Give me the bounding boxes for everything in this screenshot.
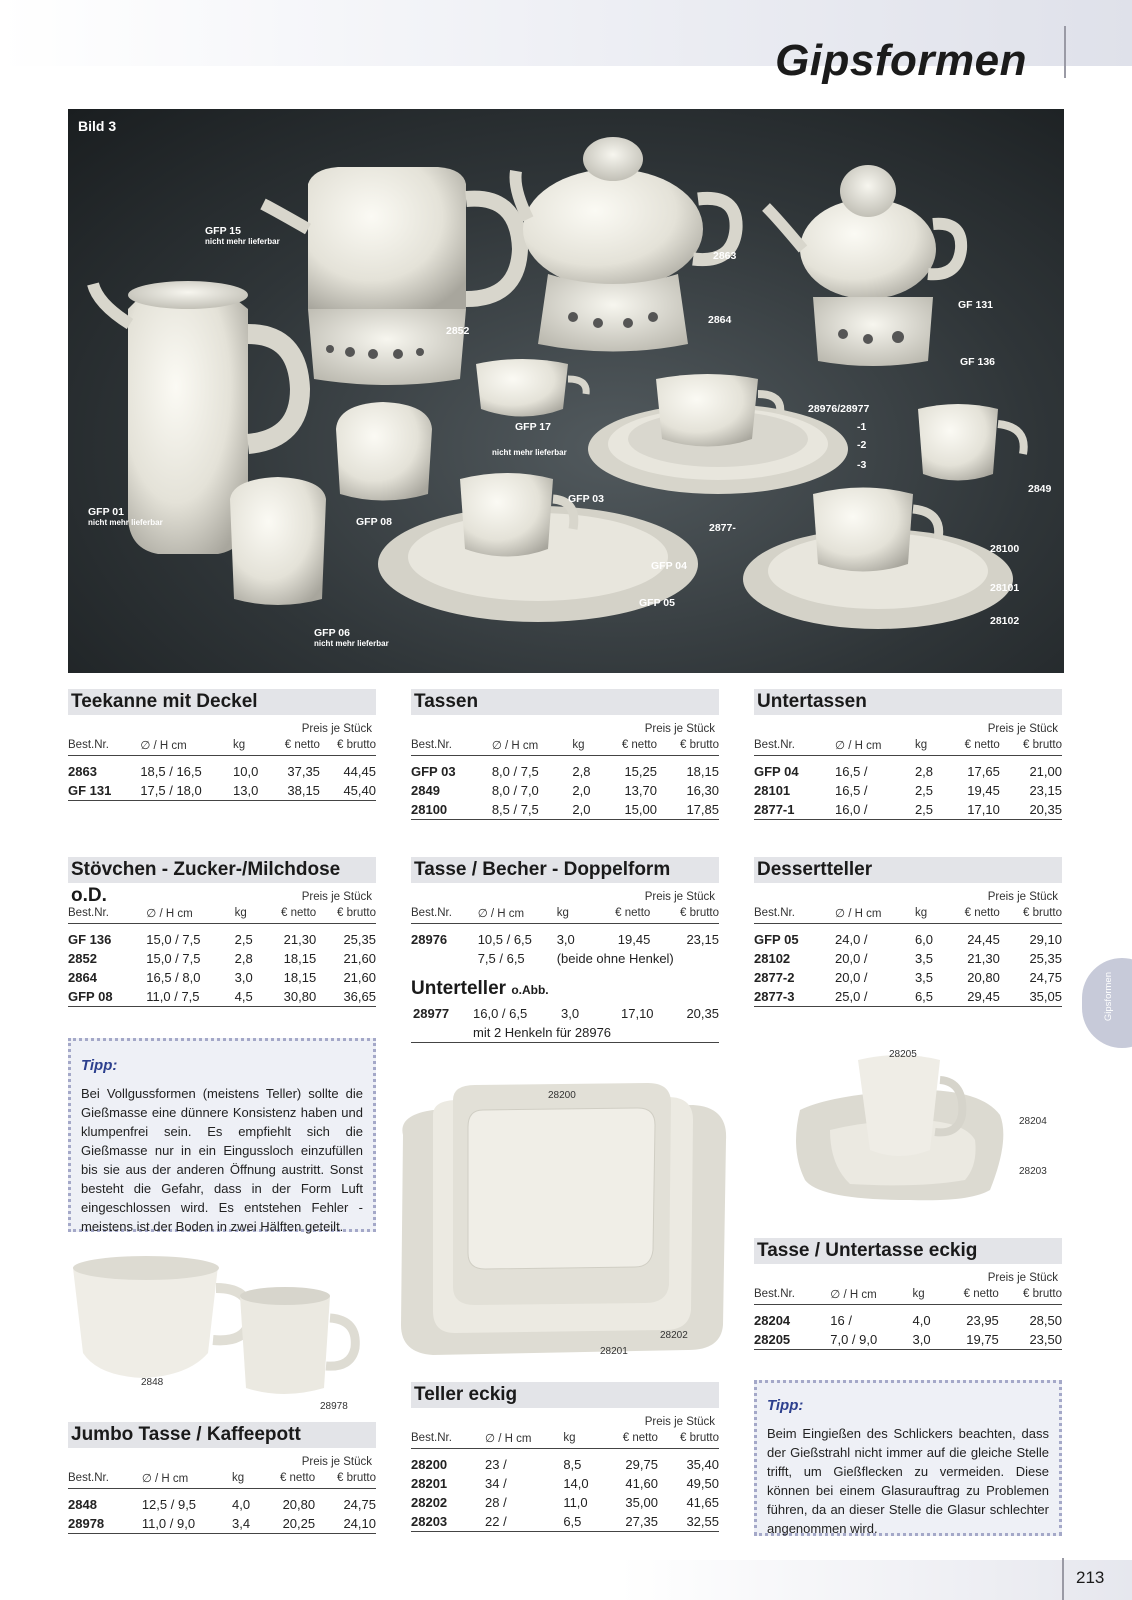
jumbo-cups-image	[68, 1248, 388, 1413]
label-gf131: GF 131	[958, 299, 994, 311]
image-number: Bild 3	[78, 118, 117, 134]
chapter-side-label: Gipsformen	[1103, 972, 1114, 1022]
section-tasse-eckig	[754, 1238, 1062, 1350]
table-row: 28201 34 / 14,0 41,60 49,50	[411, 1476, 719, 1491]
page-title: Gipsformen	[775, 36, 1027, 85]
price-table: Best.Nr. ∅ / H cm kg € netto € brutto 28976 10,5 / 6,5 3,0 19,45 23,15 7,5 / 6,5 (beide ohne Henkel)	[411, 904, 719, 968]
label-2852: 2852	[446, 325, 470, 337]
table-row: 2877-2 20,0 / 3,5 20,80 24,75	[754, 970, 1062, 985]
unterteller-table	[411, 1004, 719, 1043]
table-row: 28100 8,5 / 7,5 2,0 15,00 17,85	[411, 800, 719, 820]
section-title: Tasse / Becher - Doppelform	[411, 857, 719, 883]
section-title: Stövchen - Zucker-/Milchdose o.D.	[68, 857, 376, 883]
table-row: 2852 15,0 / 7,5 2,8 18,15 21,60	[68, 951, 376, 966]
table-row: 2863 18,5 / 16,5 10,0 37,35 44,45	[68, 764, 376, 779]
table-row: 28200 23 / 8,5 29,75 35,40	[411, 1457, 719, 1472]
label-gfp06: GFP 06 nicht mehr lieferbar	[314, 627, 389, 649]
price-per-piece-label: Preis je Stück	[987, 891, 1058, 903]
section-title: Tasse / Untertasse eckig	[754, 1238, 1062, 1264]
price-table: Best.Nr. ∅ / H cm kg € netto € brutto GFP 03 8,0 / 7,5 2,8 15,25 18,15 2849 8,0 / 7,0 2,0 13,70 16,30 28100 8,5 / 7,5 2,0 15,00 17,85	[411, 736, 719, 820]
label-m3: -3	[857, 459, 867, 471]
price-table: Best.Nr. ∅ / H cm kg € netto € brutto 2863 18,5 / 16,5 10,0 37,35 44,45 GF 131 17,5 / 18,0 13,0 38,15 45,40	[68, 736, 376, 801]
section-jumbo	[68, 1422, 376, 1534]
label-28976: 28976/28977	[808, 403, 870, 415]
table-row: 28977 16,0 / 6,5 3,0 17,10 20,35	[413, 1006, 719, 1021]
tip-title: Tipp:	[767, 1397, 804, 1414]
label-gfp17-note: nicht mehr lieferbar	[492, 448, 567, 457]
price-table: Best.Nr. ∅ / H cm kg € netto € brutto GFP 05 24,0 / 6,0 24,45 29,10 28102 20,0 / 3,5 21,30 25,35 2877-2 20,0 / 3,5 20,80 24,75 2877-3 25,0 / 6,5 29,45 35,05	[754, 904, 1062, 1007]
label-2863: 2863	[713, 250, 737, 262]
table-row: GFP 05 24,0 / 6,0 24,45 29,10	[754, 932, 1062, 947]
section-doppelform	[411, 857, 719, 1043]
tip-text: Beim Eingießen des Schlickers beachten, dass der Gießstrahl nicht immer auf die gleiche Stelle trifft, um Gießflecken zu vermeiden. Diese können bei einem Glasurauftrag zu Problemen führen, da an dieser Stelle die Glasur schlechter angenommen wird.	[767, 1426, 1049, 1536]
price-table: Best.Nr. ∅ / H cm kg € netto € brutto GFP 04 16,5 / 2,8 17,65 21,00 28101 16,5 / 2,5 19,45 23,15 2877-1 16,0 / 2,5 17,10 20,35	[754, 736, 1062, 820]
section-title: Teekanne mit Deckel	[68, 689, 376, 715]
section-untertassen	[754, 689, 1062, 820]
label-m1: -1	[857, 421, 867, 433]
table-row: 28204 16 / 4,0 23,95 28,50	[754, 1313, 1062, 1328]
table-row: 28102 20,0 / 3,5 21,30 25,35	[754, 951, 1062, 966]
table-row: mit 2 Henkeln für 28976	[411, 1023, 719, 1043]
table-row: 28202 28 / 11,0 35,00 41,65	[411, 1495, 719, 1510]
label-28100: 28100	[990, 543, 1020, 555]
price-table: Best.Nr. ∅ / H cm kg € netto € brutto GF 136 15,0 / 7,5 2,5 21,30 25,35 2852 15,0 / 7,5 2,8 18,15 21,60 2864 16,5 / 8,0 3,0 18,15 21,60 GFP 08 11,0 / 7,5 4,5 30,80 36,65	[68, 904, 376, 1007]
section-title: Teller eckig	[411, 1382, 719, 1408]
square-plates-illustration	[393, 1075, 738, 1365]
label-2864: 2864	[708, 314, 732, 326]
unterteller-title: Unterteller o.Abb.	[411, 978, 549, 999]
product-photo	[68, 109, 1064, 673]
label-gfp04: GFP 04	[651, 560, 687, 572]
table-row: GF 131 17,5 / 18,0 13,0 38,15 45,40	[68, 781, 376, 801]
section-title: Dessertteller	[754, 857, 1062, 883]
table-row: 2877-1 16,0 / 2,5 17,10 20,35	[754, 800, 1062, 820]
price-table: Best.Nr. ∅ / H cm kg € netto € brutto 28204 16 / 4,0 23,95 28,50 28205 7,0 / 9,0 3,0 19,75 23,50	[754, 1285, 1062, 1350]
caption-28203: 28203	[1019, 1166, 1047, 1177]
caption-28978: 28978	[320, 1401, 348, 1412]
section-title: Untertassen	[754, 689, 1062, 715]
table-row: 28978 11,0 / 9,0 3,4 20,25 24,10	[68, 1514, 376, 1534]
caption-2848: 2848	[141, 1377, 164, 1388]
tableware-illustration	[68, 109, 1064, 673]
tip-title: Tipp:	[81, 1057, 118, 1074]
page-number: 213	[1076, 1568, 1105, 1587]
price-per-piece-label: Preis je Stück	[301, 723, 372, 735]
price-per-piece-label: Preis je Stück	[301, 1456, 372, 1468]
label-gfp03: GFP 03	[568, 493, 604, 505]
caption-28205: 28205	[889, 1049, 917, 1060]
section-dessertteller	[754, 857, 1062, 1007]
table-row: 2848 12,5 / 9,5 4,0 20,80 24,75	[68, 1497, 376, 1512]
label-2877: 2877-	[709, 522, 736, 534]
table-row: 28976 10,5 / 6,5 3,0 19,45 23,15	[411, 932, 719, 947]
caption-28201: 28201	[600, 1346, 628, 1357]
caption-28202: 28202	[660, 1330, 688, 1341]
square-cup-illustration	[790, 1040, 1020, 1210]
caption-28204: 28204	[1019, 1116, 1047, 1127]
label-gfp08: GFP 08	[356, 516, 392, 528]
table-row: 7,5 / 6,5 (beide ohne Henkel)	[477, 951, 674, 966]
table-row: GFP 03 8,0 / 7,5 2,8 15,25 18,15	[411, 764, 719, 779]
table-row: GFP 04 16,5 / 2,8 17,65 21,00	[754, 764, 1062, 779]
label-gfp17: GFP 17	[515, 421, 551, 433]
section-tassen	[411, 689, 719, 820]
label-28102: 28102	[990, 615, 1020, 627]
section-teller-eckig	[411, 1382, 719, 1532]
table-row: 28205 7,0 / 9,0 3,0 19,75 23,50	[754, 1330, 1062, 1350]
price-table: Best.Nr. ∅ / H cm kg € netto € brutto 28200 23 / 8,5 29,75 35,40 28201 34 / 14,0 41,60 49,50 28202 28 / 11,0 35,00 41,65 28203 22 / 6,5 27,35 32,55	[411, 1429, 719, 1532]
section-stoevchen	[68, 857, 376, 1007]
square-plates-image	[393, 1075, 738, 1365]
table-row: 2849 8,0 / 7,0 2,0 13,70 16,30	[411, 783, 719, 798]
label-gfp15: GFP 15 nicht mehr lieferbar	[205, 225, 280, 247]
section-teekanne	[68, 689, 376, 801]
label-2849: 2849	[1028, 483, 1052, 495]
tip-text: Bei Vollgussformen (meistens Teller) sollte die Gießmasse eine dünnere Konsistenz haben und klumpenfrei sein. Es empfiehlt sich die Gießmasse nur in ein Eingussloch einzufüllen bis sie aus der anderen Öffnung austritt. Sonst besteht die Gefahr, dass in der Form Luft eingeschlossen wird. Es entstehen Fehler - meistens ist der Boden in zwei Hälften geteilt.	[81, 1086, 363, 1234]
table-row: GFP 08 11,0 / 7,5 4,5 30,80 36,65	[68, 987, 376, 1007]
table-row: 2877-3 25,0 / 6,5 29,45 35,05	[754, 987, 1062, 1007]
footer-band	[620, 1560, 1132, 1600]
price-table: Best.Nr. ∅ / H cm kg € netto € brutto 2848 12,5 / 9,5 4,0 20,80 24,75 28978 11,0 / 9,0 3,4 20,25 24,10	[68, 1469, 376, 1534]
tip-box	[68, 1038, 376, 1232]
footer-divider	[1062, 1558, 1064, 1600]
title-divider	[1064, 26, 1066, 78]
price-per-piece-label: Preis je Stück	[987, 723, 1058, 735]
label-gfp05: GFP 05	[639, 597, 675, 609]
price-per-piece-label: Preis je Stück	[301, 891, 372, 903]
label-m2: -2	[857, 439, 867, 451]
price-per-piece-label: Preis je Stück	[644, 1416, 715, 1428]
table-row: 28203 22 / 6,5 27,35 32,55	[411, 1512, 719, 1532]
table-row: 28101 16,5 / 2,5 19,45 23,15	[754, 783, 1062, 798]
tip-box-2	[754, 1380, 1062, 1536]
jumbo-cups-illustration	[68, 1248, 388, 1413]
section-title: Jumbo Tasse / Kaffeepott	[68, 1422, 376, 1448]
table-row: GF 136 15,0 / 7,5 2,5 21,30 25,35	[68, 932, 376, 947]
price-per-piece-label: Preis je Stück	[644, 723, 715, 735]
price-per-piece-label: Preis je Stück	[644, 891, 715, 903]
caption-28200: 28200	[548, 1090, 576, 1101]
square-cup-image	[790, 1040, 1020, 1210]
section-title: Tassen	[411, 689, 719, 715]
label-gf136: GF 136	[960, 356, 996, 368]
label-gfp01: GFP 01 nicht mehr lieferbar	[88, 506, 163, 528]
price-per-piece-label: Preis je Stück	[987, 1272, 1058, 1284]
label-28101: 28101	[990, 582, 1020, 594]
table-row: 2864 16,5 / 8,0 3,0 18,15 21,60	[68, 970, 376, 985]
